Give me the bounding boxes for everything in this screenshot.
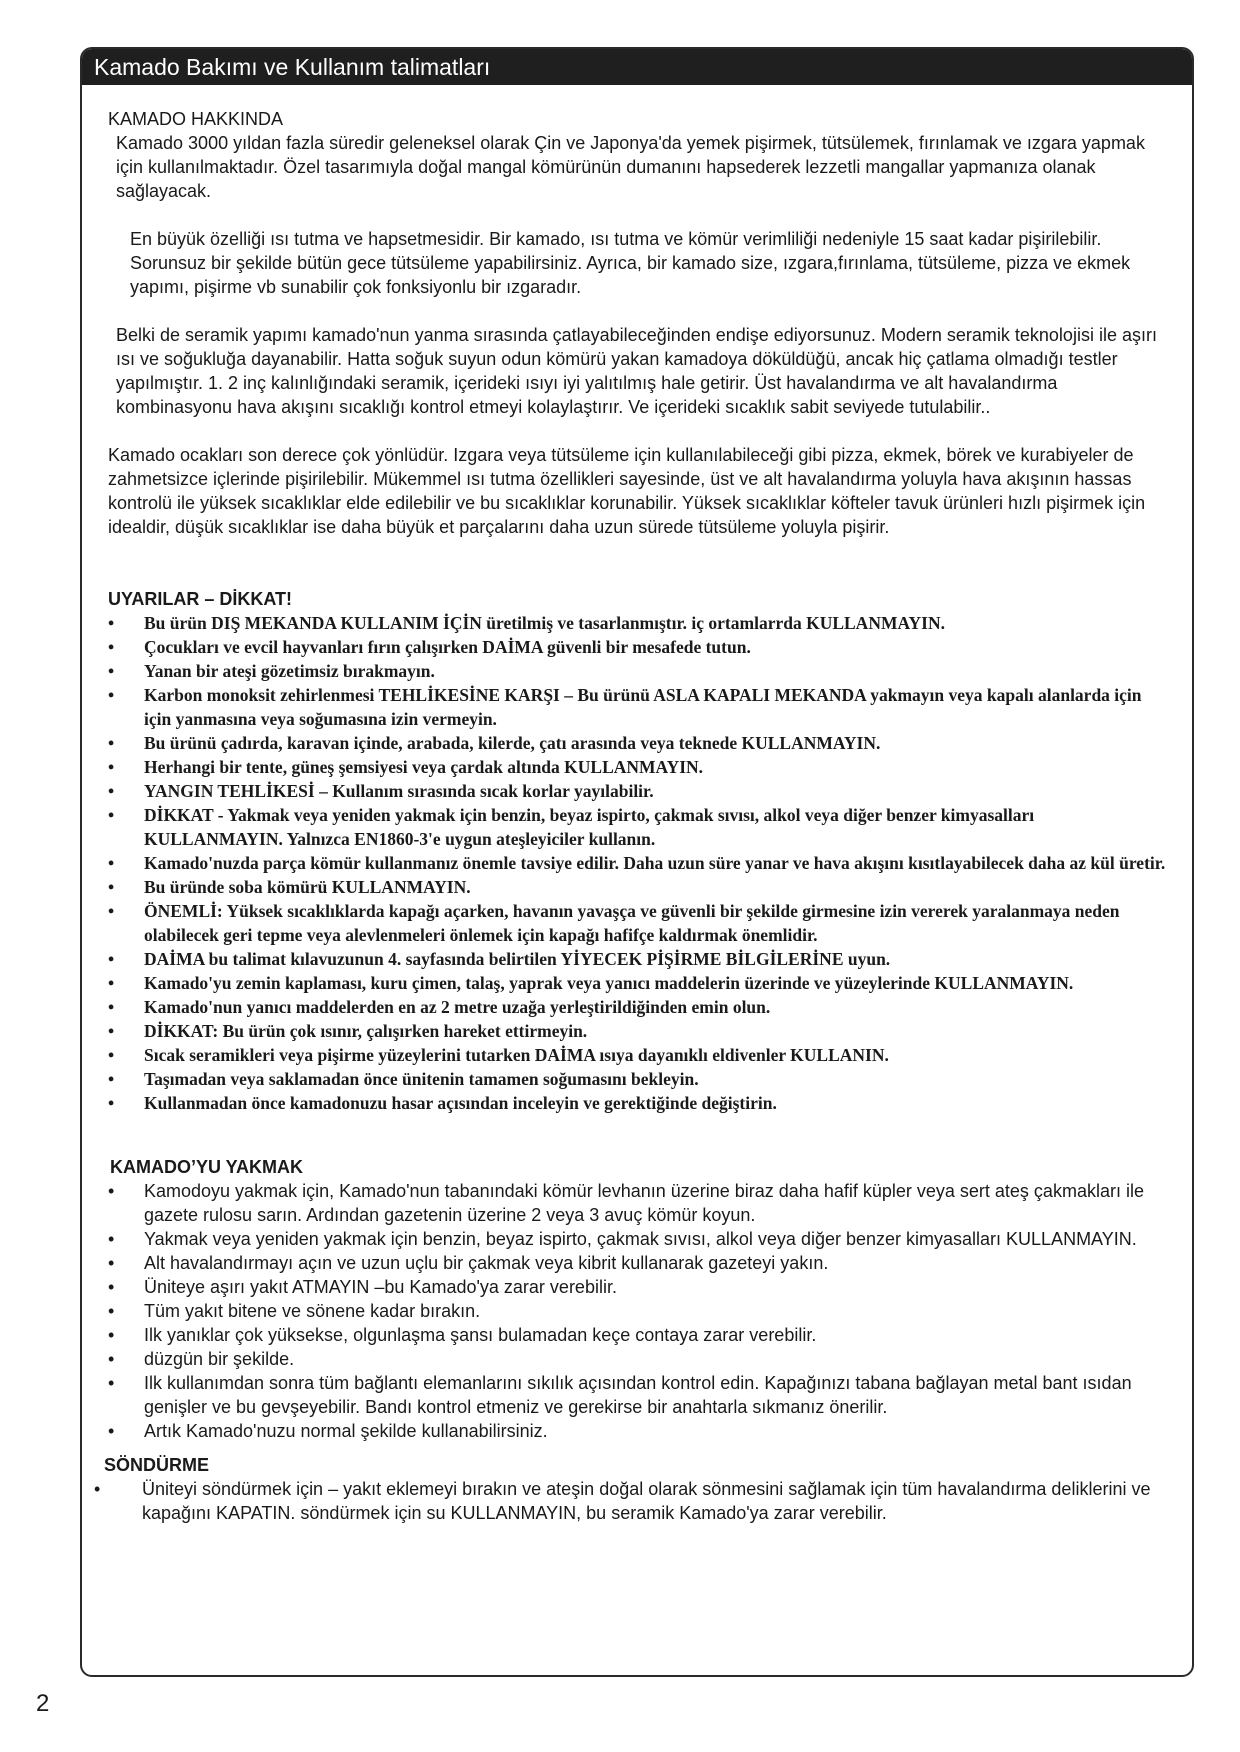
lighting-text: Artık Kamado'nuzu normal şekilde kullanabilirsiniz. [144,1421,548,1441]
warning-text: Yanan bir ateşi gözetimsiz bırakmayın. [144,661,435,681]
bullet: • [108,1045,115,1065]
lighting-list [108,1179,1168,1443]
lighting-text: Kamodoyu yakmak için, Kamado'nun tabanındaki kömür levhanın üzerine biraz daha hafif küpler veya sert ateş çakmakları ile gazete rulosu sarın. Ardından gazetenin üzerine 2 veya 3 avuç kömür koyun. [144,1181,1144,1225]
lighting-item [108,1179,1168,1227]
bullet: • [108,1093,115,1113]
about-paragraph: Kamado 3000 yıldan fazla süredir geleneksel olarak Çin ve Japonya'da yemek pişirmek, tütsülemek, fırınlamak ve ızgara yapmak için kullanılmaktadır. Özel tasarımıyla doğal mangal kömürünün dumanını hapsederek lezzetli mangallar yapmanıza olanak sağlayacak. [116,133,1145,201]
warning-item [108,1043,1168,1067]
about-paragraph: Belki de seramik yapımı kamado'nun yanma sırasında çatlayabileceğinden endişe ediyorsunuz. Modern seramik teknolojisi ile aşırı ısı ve soğukluğa dayanabilir. Hatta soğuk suyun odun kömürü yakan kamadoya döküldüğü, ancak hiç çatlama olmadığı testler yapılmıştır. 1. 2 inç kalınlığındaki seramik, içerideki ısıyı iyi yalıtılmış hale getirir. Üst havalandırma ve alt havalandırma kombinasyonu hava akışını sıcaklığı kontrol etmeyi kolaylaştırır. Ve içerideki sıcaklık sabit seviyede tutulabilir.. [116,325,1157,417]
warning-text: Sıcak seramikleri veya pişirme yüzeylerini tutarken DAİMA ısıya dayanıklı eldivenler KULLANIN. [144,1045,889,1065]
lighting-text: Tüm yakıt bitene ve sönene kadar bırakın. [144,1301,481,1321]
warning-item [108,995,1168,1019]
bullet: • [108,1301,115,1321]
warning-text: DİKKAT - Yakmak veya yeniden yakmak için benzin, beyaz ispirto, çakmak sıvısı, alkol veya diğer benzer kimyasalları KULLANMAYIN. Yalnızca EN1860-3'e uygun ateşleyiciler kullanın. [144,805,1035,849]
bullet: • [108,1229,115,1249]
warning-item [108,731,1168,755]
warnings-title: UYARILAR – DİKKAT! [108,589,293,609]
extinguish-title: SÖNDÜRME [104,1455,210,1475]
lighting-item [108,1419,1168,1443]
bullet: • [108,637,115,657]
warning-item [108,851,1168,875]
lighting-text: Yakmak veya yeniden yakmak için benzin, beyaz ispirto, çakmak sıvısı, alkol veya diğer benzer kimyasalları KULLANMAYIN. [144,1229,1137,1249]
bullet: • [108,853,115,873]
warning-text: Taşımadan veya saklamadan önce ünitenin tamamen soğumasını bekleyin. [144,1069,699,1089]
bullet: • [94,1479,101,1499]
warning-text: DİKKAT: Bu ürün çok ısınır, çalışırken hareket ettirmeyin. [144,1021,588,1041]
warning-item [108,611,1168,635]
bullet: • [108,1373,115,1393]
warning-text: DAİMA bu talimat kılavuzunun 4. sayfasında belirtilen YİYECEK PİŞİRME BİLGİLERİNE uyun. [144,949,891,969]
bullet: • [108,973,115,993]
about-paragraph: Kamado ocakları son derece çok yönlüdür. Izgara veya tütsüleme için kullanılabileceği gibi pizza, ekmek, börek ve kurabiyeler de zahmetsizce içlerinde pişirilebilir. Mükemmel ısı tutma özellikleri sayesinde, üst ve alt havalandırma yoluyla hava akışının hassas kontrolü ile yüksek sıcaklıklar elde edilebilir ve bu sıcaklıklar korunabilir. Yüksek sıcaklıklar köfteler tavuk ürünleri hızlı pişirmek için idealdir, düşük sıcaklıklar ise daha büyük et parçalarını daha uzun sürede tütsüleme yoluyla pişirir. [108,445,1146,537]
warning-item [108,1067,1168,1091]
bullet: • [108,1021,115,1041]
lighting-text: Alt havalandırmayı açın ve uzun uçlu bir çakmak veya kibrit kullanarak gazeteyi yakın. [144,1253,829,1273]
lighting-item [108,1227,1168,1251]
warning-item [108,1091,1168,1115]
bullet: • [108,1325,115,1345]
warning-text: Bu ürün DIŞ MEKANDA KULLANIM İÇİN üretilmiş ve tasarlanmıştır. iç ortamlarrda KULLANMAYIN. [144,613,945,633]
bullet: • [108,781,115,801]
warning-item [108,779,1168,803]
warnings-section [108,587,1168,1115]
bullet: • [108,1277,115,1297]
warning-text: Çocukları ve evcil hayvanları fırın çalışırken DAİMA güvenli bir mesafede tutun. [144,637,751,657]
warning-item [108,803,1168,851]
extinguish-text: Üniteyi söndürmek için – yakıt eklemeyi bırakın ve ateşin doğal olarak sönmesini sağlamak için tüm havalandırma deliklerini ve kapağını KAPATIN. söndürmek için su KULLANMAYIN, bu seramik Kamado'ya zarar verebilir. [142,1479,1151,1523]
extinguish-section [94,1453,1168,1525]
lighting-item [108,1347,1168,1371]
warning-text: Bu ürünü çadırda, karavan içinde, arabada, kilerde, çatı arasında veya teknede KULLANMAYIN. [144,733,881,753]
warning-item [108,755,1168,779]
lighting-section [108,1155,1168,1443]
bullet: • [108,1421,115,1441]
bullet: • [108,901,115,921]
bullet: • [108,997,115,1017]
lighting-item [108,1251,1168,1275]
instruction-frame [80,47,1194,1677]
bullet: • [108,877,115,897]
about-paragraph: En büyük özelliği ısı tutma ve hapsetmesidir. Bir kamado, ısı tutma ve kömür verimliliği nedeniyle 15 saat kadar pişirilebilir. Sorunsuz bir şekilde bütün gece tütsüleme yapabilirsiniz. Ayrıca, bir kamado size, ızgara,fırınlama, tütsüleme, pizza ve ekmek yapımı, pişirme vb sunabilir çok fonksiyonlu bir ızgaradır. [130,229,1131,297]
warning-item [108,899,1168,947]
warning-item [108,1019,1168,1043]
about-section [108,107,1168,539]
warning-text: Karbon monoksit zehirlenmesi TEHLİKESİNE KARŞI – Bu ürünü ASLA KAPALI MEKANDA yakmayın veya kapalı alanlarda için için yanmasına veya soğumasına izin vermeyin. [144,685,1142,729]
warning-text: YANGIN TEHLİKESİ – Kullanım sırasında sıcak korlar yayılabilir. [144,781,654,801]
bullet: • [108,949,115,969]
lighting-text: düzgün bir şekilde. [144,1349,295,1369]
header-bar [82,49,1192,85]
warning-item [108,659,1168,683]
warning-text: Kamado'nuzda parça kömür kullanmanız önemle tavsiye edilir. Daha uzun süre yanar ve hava akışını kısıtlayabilecek daha az kül üretir. [144,853,1166,873]
warnings-list [108,611,1168,1115]
bullet: • [108,685,115,705]
page-number: 2 [36,1690,50,1717]
about-title: KAMADO HAKKINDA [108,109,284,129]
warning-text: Kamado'nun yanıcı maddelerden en az 2 metre uzağa yerleştirildiğinden emin olun. [144,997,771,1017]
lighting-item [108,1371,1168,1419]
lighting-text: Ilk yanıklar çok yüksekse, olgunlaşma şansı bulamadan keçe contaya zarar verebilir. [144,1325,817,1345]
lighting-text: Üniteye aşırı yakıt ATMAYIN –bu Kamado'ya zarar verebilir. [144,1277,617,1297]
lighting-item [108,1299,1168,1323]
warning-item [108,875,1168,899]
bullet: • [108,1069,115,1089]
bullet: • [108,757,115,777]
bullet: • [108,733,115,753]
lighting-item [108,1275,1168,1299]
extinguish-list [94,1477,1168,1525]
page-title: Kamado Bakımı ve Kullanım talimatları [94,54,491,80]
lighting-text: Ilk kullanımdan sonra tüm bağlantı elemanlarını sıkılık açısından kontrol edin. Kapağınızı tabana bağlayan metal bant ısıdan genişler ve bu gevşeyebilir. Bandı kontrol etmeniz ve gerekirse bir anahtarla sıkmanız önerilir. [144,1373,1132,1417]
bullet: • [108,805,115,825]
extinguish-item [94,1477,1168,1525]
bullet: • [108,1181,115,1201]
warning-item [108,947,1168,971]
bullet: • [108,613,115,633]
content [94,107,1168,1525]
warning-item [108,635,1168,659]
lighting-title: KAMADO’YU YAKMAK [110,1157,304,1177]
bullet: • [108,1349,115,1369]
warning-text: Kamado'yu zemin kaplaması, kuru çimen, talaş, yaprak veya yanıcı maddelerin üzerinde ve yüzeylerinde KULLANMAYIN. [144,973,1074,993]
warning-item [108,683,1168,731]
bullet: • [108,661,115,681]
warning-item [108,971,1168,995]
warning-text: Bu üründe soba kömürü KULLANMAYIN. [144,877,471,897]
warning-text: Herhangi bir tente, güneş şemsiyesi veya çardak altında KULLANMAYIN. [144,757,704,777]
bullet: • [108,1253,115,1273]
warning-text: Kullanmadan önce kamadonuzu hasar açısından inceleyin ve gerektiğinde değiştirin. [144,1093,777,1113]
lighting-item [108,1323,1168,1347]
warning-text: ÖNEMLİ: Yüksek sıcaklıklarda kapağı açarken, havanın yavaşça ve güvenli bir şekilde girmesine izin vererek yaralanmaya neden olabilecek geri tepme veya alevlenmeleri önlemek için kapağı hafifçe kaldırmak önemlidir. [144,901,1120,945]
